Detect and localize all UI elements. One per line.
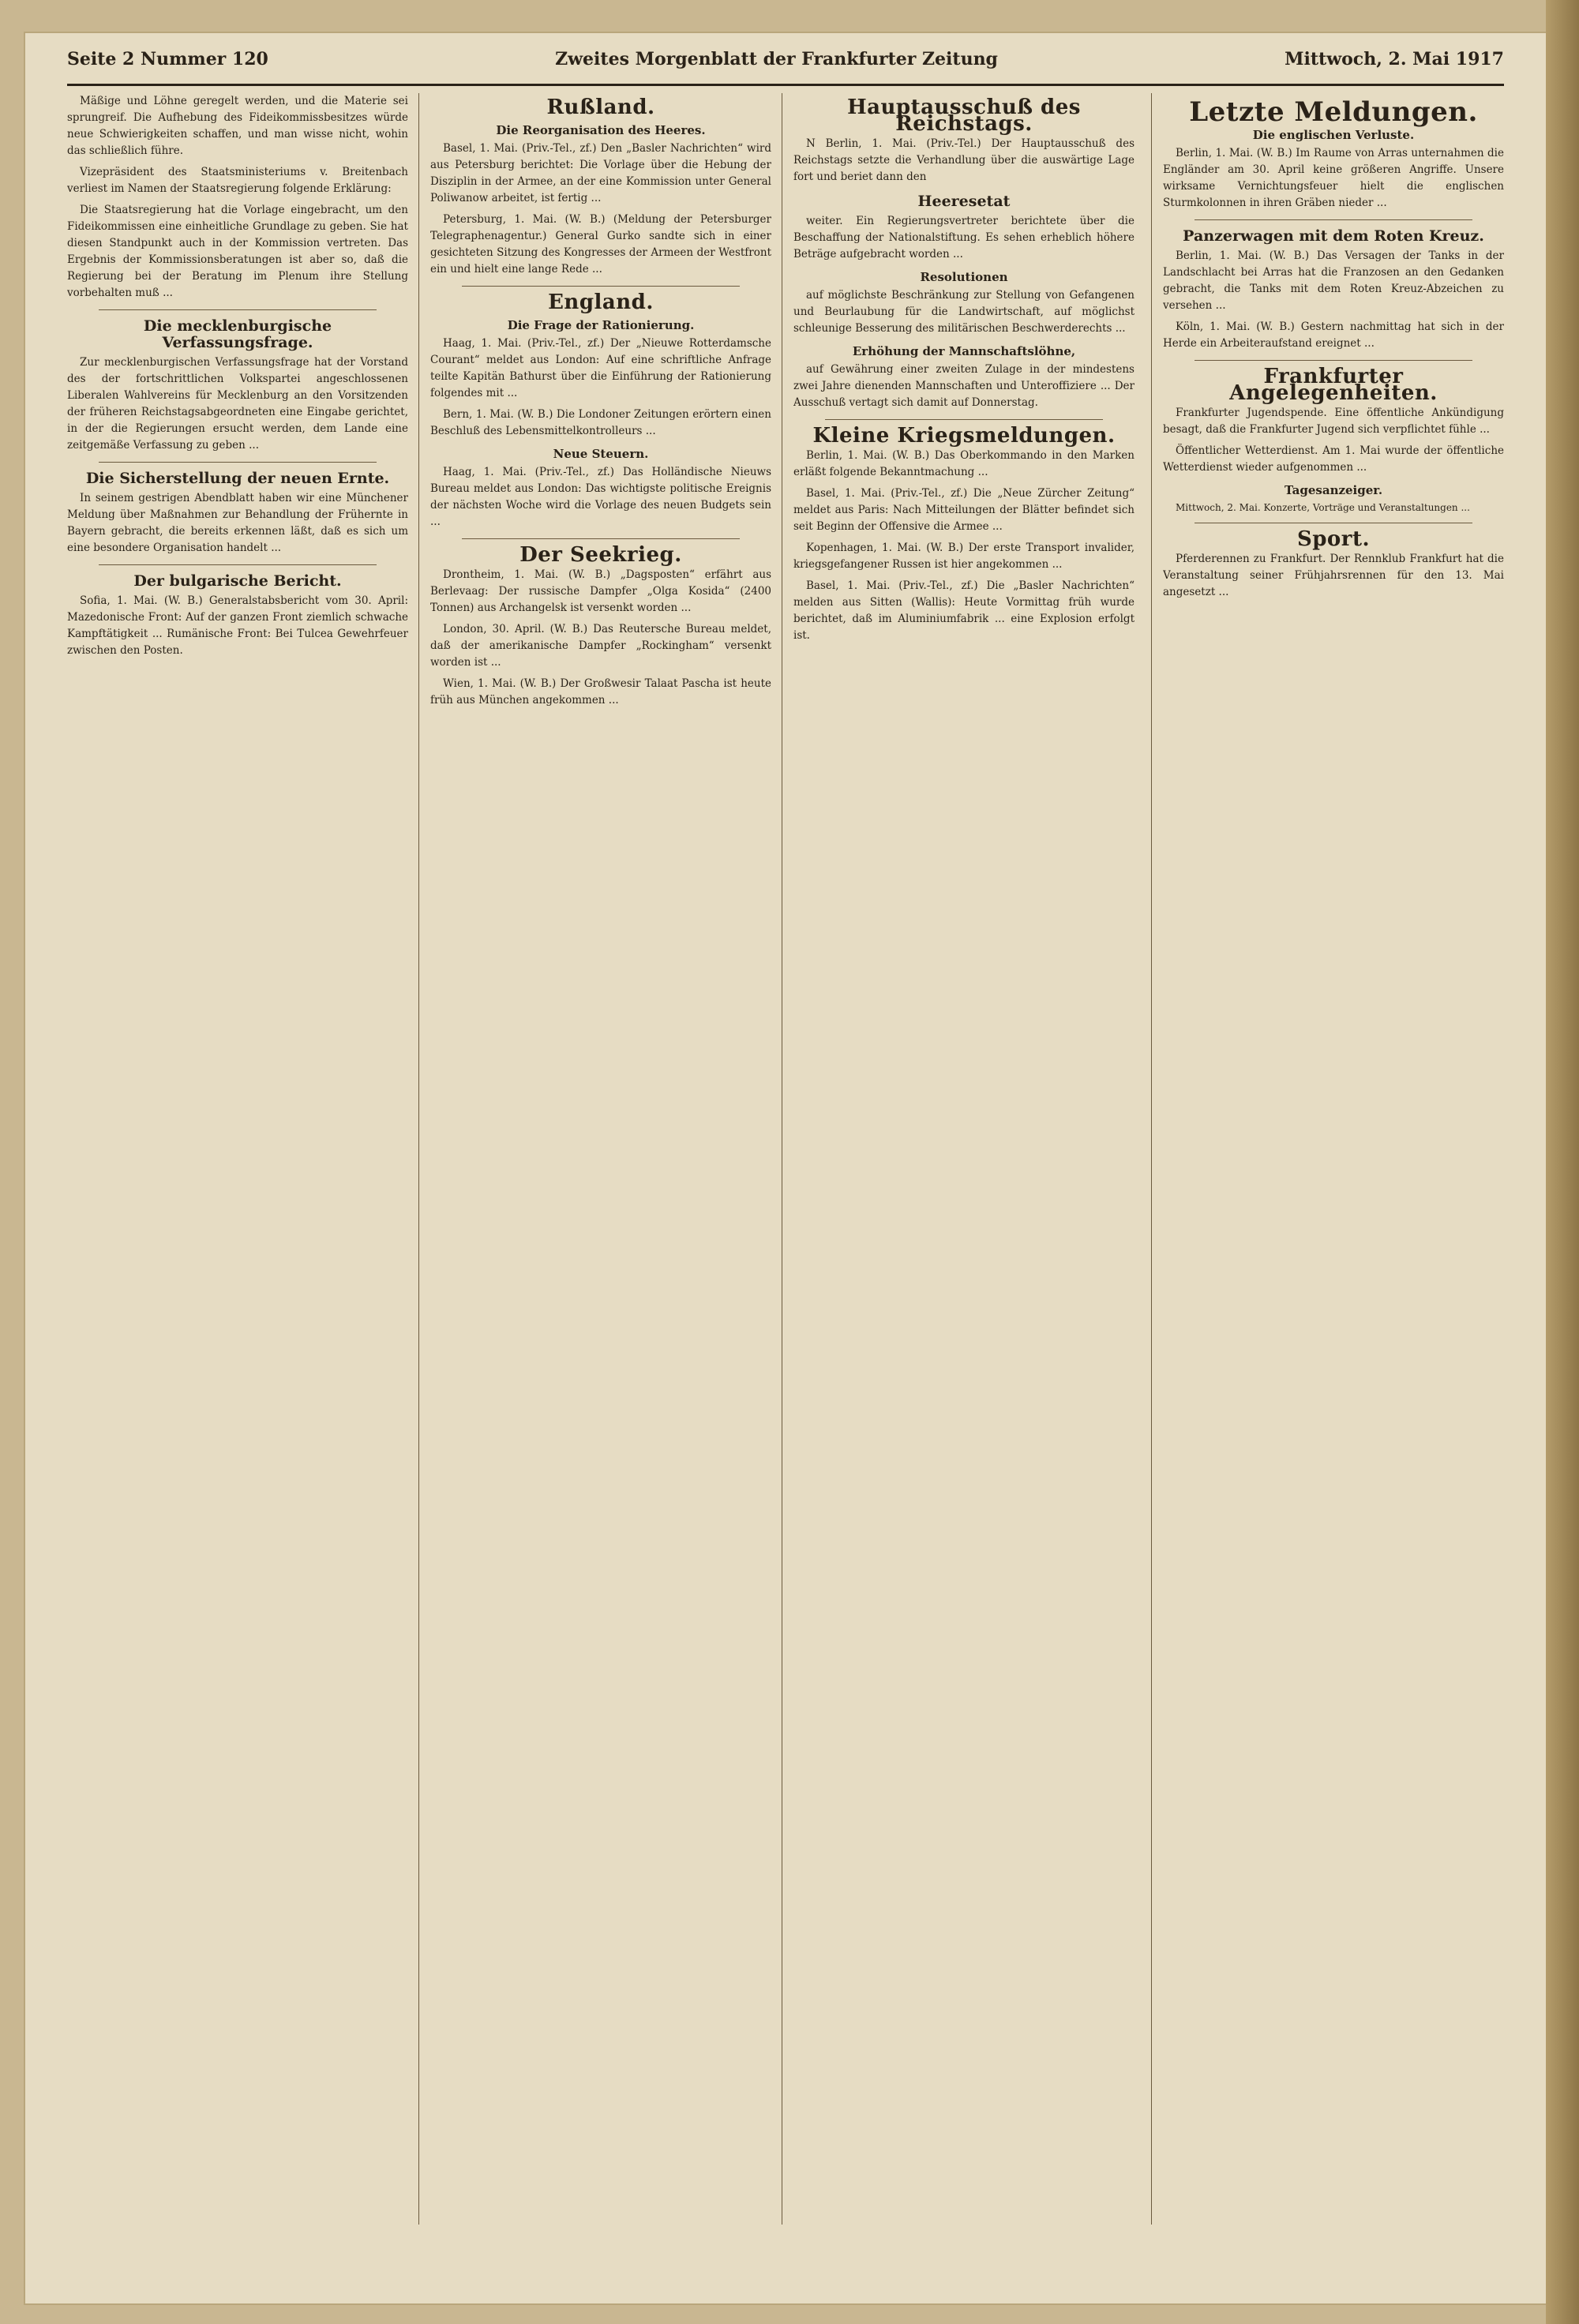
headline-panzerwagen: Panzerwagen mit dem Roten Kreuz. (1183, 227, 1484, 245)
divider (825, 419, 1103, 420)
article-text: N Berlin, 1. Mai. (Priv.-Tel.) Der Hauptausschuß des Reichstags setzte die Verhandlung über die auswärtige Lage fort und beriet dann den (793, 137, 1135, 183)
column-4 (1163, 93, 1504, 2225)
article-text: Mäßige und Löhne geregelt werden, und die Materie sei sprungreif. Die Aufhebung des Fideikommissbesitzes würde neue Schwierigkeiten schaffen, und man wisse nicht, wohin das schließlich führe. (67, 95, 408, 157)
column-2 (430, 93, 771, 2225)
headline-england: England. (548, 290, 654, 314)
article-text: Wien, 1. Mai. (W. B.) Der Großwesir Talaat Pascha ist heute früh aus München angekommen ... (430, 677, 771, 707)
subheadline: Heeresetat (917, 193, 1011, 210)
article-text: Zur mecklenburgischen Verfassungsfrage hat der Vorstand des der fortschrittlichen Volkspartei angeschlossenen Liberalen Wahlvereins für Mecklenburg an den Vorsitzenden der früheren Reichstagsabgeordneten eine Eingabe gerichtet, in der die Regierungen ersucht werden, dem Lande eine zeitgemäße Verfassung zu geben ... (67, 356, 408, 452)
headline-frankfurter-angelegenheiten: Frankfurter Angelegenheiten. (1229, 365, 1438, 405)
headline-kleine-kriegsmeldungen: Kleine Kriegsmeldungen. (812, 424, 1116, 448)
article-text: Basel, 1. Mai. (Priv.-Tel., zf.) Die „Basler Nachrichten“ melden aus Sitten (Wallis): Heute Vormittag früh wurde berichtet, daß im Aluminiumfabrik ... eine Explosion erfolgt ist. (793, 579, 1135, 642)
headline-sport: Sport. (1296, 527, 1371, 551)
article-text: weiter. Ein Regierungsvertreter berichtete über die Beschaffung der Nationalstiftung. Es sehen erheblich höhere Beträge aufgebracht worden ... (793, 215, 1135, 261)
headline-ernte: Die Sicherstellung der neuen Ernte. (85, 470, 390, 487)
article-text: Petersburg, 1. Mai. (W. B.) (Meldung der Petersburger Telegraphenagentur.) General Gurko sandte sich in einer gesichteten Sitzung des Kongresses der Armeen der Westfront ein und hielt eine lange Rede ... (430, 213, 771, 276)
article-text: Bern, 1. Mai. (W. B.) Die Londoner Zeitungen erörtern einen Beschluß des Lebensmittelkontrolleurs ... (430, 408, 771, 437)
article-text: Drontheim, 1. Mai. (W. B.) „Dagsposten“ erfährt aus Berlevaag: Der russische Dampfer „Olga Kosida“ (2400 Tonnen) aus Archangelsk ist versenkt worden ... (430, 568, 771, 614)
page-binding (1546, 0, 1579, 2324)
headline-seekrieg: Der Seekrieg. (519, 543, 682, 567)
article-text: Berlin, 1. Mai. (W. B.) Im Raume von Arras unternahmen die Engländer am 30. April keine größeren Angriffe. Unsere wirksame Vernichtungsfeuer hielt die englischen Sturmkolonnen in ihren Gräben nieder ... (1163, 147, 1504, 209)
article-text: auf möglichste Beschränkung zur Stellung von Gefangenen und Beurlaubung für die Landwirtschaft, auf möglichst schleunige Besserung des militärischen Beschwerderechts ... (793, 289, 1135, 335)
divider (1195, 360, 1472, 361)
article-text: Kopenhagen, 1. Mai. (W. B.) Der erste Transport invalider, kriegsgefangener Russen ist hier angekommen ... (793, 542, 1135, 571)
subheadline: Die Reorganisation des Heeres. (496, 123, 706, 137)
subheadline: Erhöhung der Mannschaftslöhne, (852, 344, 1076, 358)
headline-hauptausschuss: Hauptausschuß des Reichstags. (847, 96, 1081, 136)
issue-date: Mittwoch, 2. Mai 1917 (1285, 49, 1504, 69)
headline-bulgarian-report: Der bulgarische Bericht. (133, 572, 342, 590)
column-divider (418, 93, 419, 2225)
newspaper-title: Zweites Morgenblatt der Frankfurter Zeitung (555, 49, 998, 69)
subheadline: Tagesanzeiger. (1284, 483, 1383, 497)
page-header (67, 49, 1504, 81)
subheadline: Resolutionen (920, 270, 1008, 284)
article-text: Basel, 1. Mai. (Priv.-Tel., zf.) Die „Neue Zürcher Zeitung“ meldet aus Paris: Nach Mitteilungen der Blätter befindet sich seit Beginn der Offensive die Armee ... (793, 487, 1135, 533)
divider (1195, 219, 1472, 220)
column-3 (793, 93, 1135, 2225)
column-1 (67, 93, 408, 2225)
header-rule (67, 84, 1504, 86)
article-text: Die Staatsregierung hat die Vorlage eingebracht, um den Fideikommissen eine einheitliche Grundlage zu geben. Sie hat diesen Standpunkt auch in der Kommission vertreten. Das Ergebnis der Kommissionsberatungen ist aber so, daß die Regierung bei der Beratung im Plenum ihre Stellung vorbehalten muß ... (67, 204, 408, 299)
article-text: Frankfurter Jugendspende. Eine öffentliche Ankündigung besagt, daß die Frankfurter Jugend sich verpflichtet fühle ... (1163, 407, 1504, 436)
article-text: Basel, 1. Mai. (Priv.-Tel., zf.) Den „Basler Nachrichten“ wird aus Petersburg berichtet: Die Vorlage über die Hebung der Disziplin in der Armee, an der eine Kommission unter General Poliwanow arbeitet, ist fertig ... (430, 142, 771, 204)
subheadline: Neue Steuern. (553, 447, 649, 461)
divider (99, 309, 377, 310)
article-text: In seinem gestrigen Abendblatt haben wir eine Münchener Meldung über Maßnahmen zur Behandlung der Frühernte in Bayern gebracht, die bereits erkennen läßt, daß es sich um eine besondere Organisation handelt ... (67, 492, 408, 554)
article-text: London, 30. April. (W. B.) Das Reutersche Bureau meldet, daß der amerikanische Dampfer „Rockingham“ versenkt worden ist ... (430, 623, 771, 669)
subheadline: Die Frage der Rationierung. (507, 318, 695, 332)
headline-letzte-meldungen: Letzte Meldungen. (1189, 96, 1478, 128)
divider (462, 538, 740, 539)
headline-mecklenburg: Die mecklenburgische Verfassungsfrage. (143, 317, 332, 351)
article-text: Haag, 1. Mai. (Priv.-Tel., zf.) Das Holländische Nieuws Bureau meldet aus London: Das wichtigste politische Ereignis der nächsten Woche wird die Vorlage des neuen Budgets sein ... (430, 466, 771, 528)
article-text: Haag, 1. Mai. (Priv.-Tel., zf.) Der „Nieuwe Rotterdamsche Courant“ meldet aus London: Auf eine schriftliche Anfrage teilte Kapitän Bathurst über die Einführung der Rationierung folgendes mit ... (430, 337, 771, 399)
subheadline: Die englischen Verluste. (1252, 128, 1415, 142)
article-text: Mittwoch, 2. Mai. Konzerte, Vorträge und Veranstaltungen ... (1176, 502, 1470, 513)
divider (462, 286, 740, 287)
divider (99, 564, 377, 565)
article-text: Berlin, 1. Mai. (W. B.) Das Versagen der Tanks in der Landschlacht bei Arras hat die Franzosen an den Gedanken gebracht, die Tanks mit dem Roten Kreuz-Abzeichen zu versehen ... (1163, 249, 1504, 312)
column-divider (1151, 93, 1152, 2225)
headline-russland: Rußland. (546, 96, 655, 119)
article-text: auf Gewährung einer zweiten Zulage in der mindestens zwei Jahre dienenden Mannschaften und Unteroffiziere ... Der Ausschuß vertagt sich damit auf Donnerstag. (793, 363, 1135, 409)
article-text: Köln, 1. Mai. (W. B.) Gestern nachmittag hat sich in der Herde ein Arbeiteraufstand ereignet ... (1163, 320, 1504, 350)
article-text: Berlin, 1. Mai. (W. B.) Das Oberkommando in den Marken erläßt folgende Bekanntmachung ... (793, 449, 1135, 478)
article-text: Sofia, 1. Mai. (W. B.) Generalstabsbericht vom 30. April: Mazedonische Front: Auf der ganzen Front ziemlich schwache Kampftätigkeit ... Rumänische Front: Bei Tulcea Gewehrfeuer zwischen den Posten. (67, 594, 408, 657)
page-number: Seite 2 Nummer 120 (67, 49, 268, 69)
article-text: Vizepräsident des Staatsministeriums v. Breitenbach verliest im Namen der Staatsregierung folgende Erklärung: (67, 166, 408, 195)
article-text: Pferderennen zu Frankfurt. Der Rennklub Frankfurt hat die Veranstaltung seiner Frühjahrsrennen für den 13. Mai angesetzt ... (1163, 553, 1504, 598)
divider (99, 462, 377, 463)
article-text: Öffentlicher Wetterdienst. Am 1. Mai wurde der öffentliche Wetterdienst wieder aufgenommen ... (1163, 444, 1504, 474)
